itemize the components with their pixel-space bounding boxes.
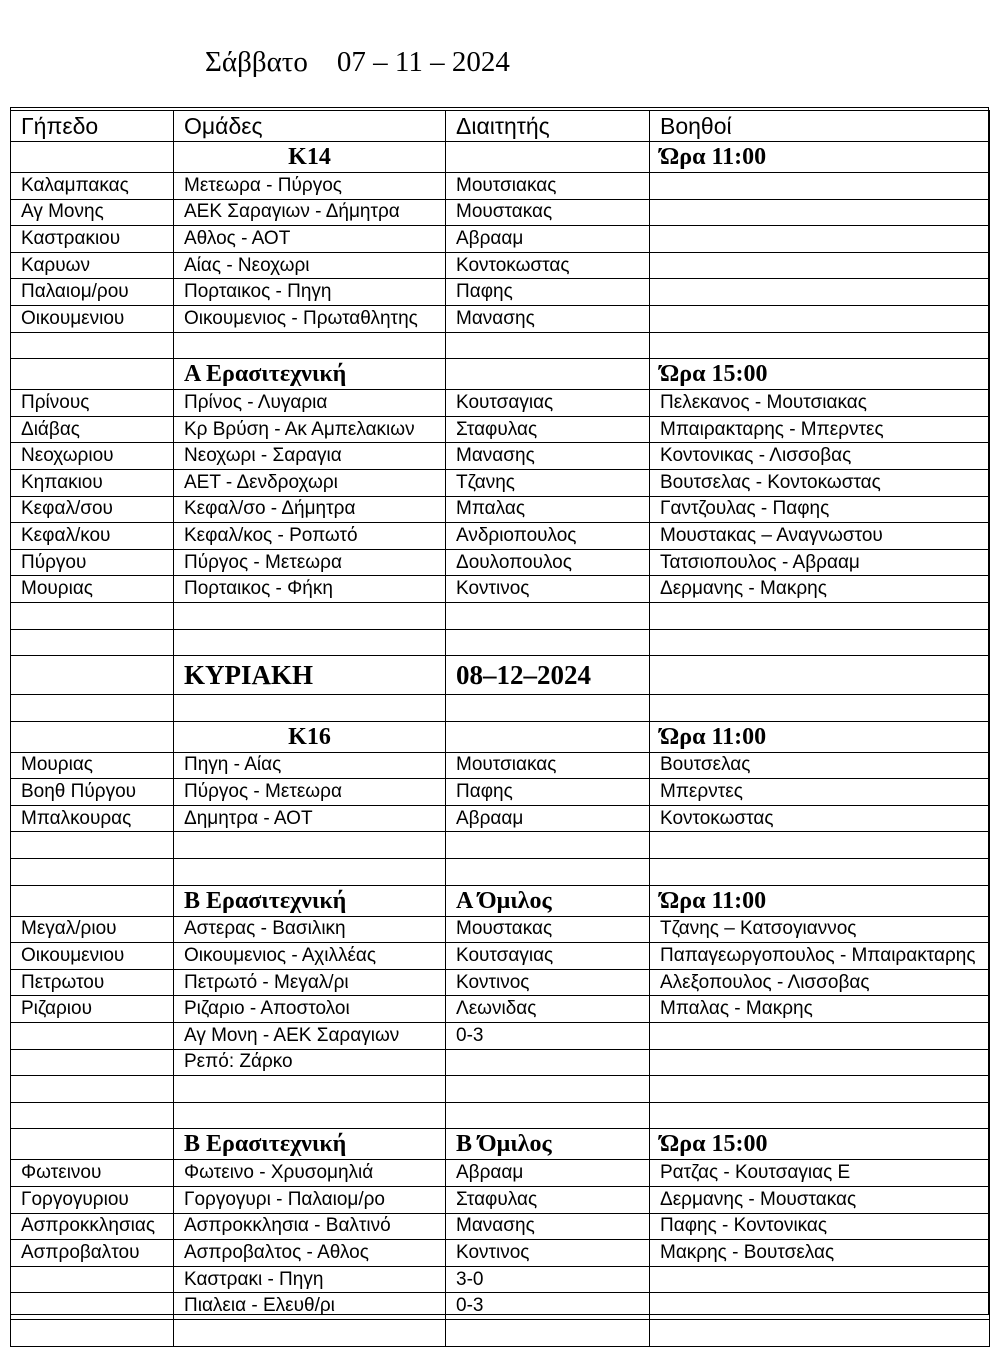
cell-teams: Πορταικος - Πηγη	[174, 279, 446, 306]
cell-assistants	[650, 226, 990, 253]
cell-assistants	[650, 656, 990, 695]
cell-referee: Παφης	[446, 779, 650, 806]
cell-field: Κεφαλ/κου	[11, 523, 174, 550]
cell-field: Πρίνους	[11, 390, 174, 417]
table-row	[11, 252, 990, 279]
table-row	[11, 226, 990, 253]
day-heading-row	[11, 656, 990, 695]
cell-field: Ριζαριου	[11, 996, 174, 1023]
cell-teams: Νεοχωρι - Σαραγια	[174, 443, 446, 470]
table-row	[11, 443, 990, 470]
cell-teams: Ριζαριο - Αποστολοι	[174, 996, 446, 1023]
cell-field	[11, 332, 174, 359]
cell-referee	[446, 1049, 650, 1076]
table-row	[11, 305, 990, 332]
cell-teams: Ασπροκκλησια - Βαλτινό	[174, 1213, 446, 1240]
table-row	[11, 916, 990, 943]
cell-assistants: Βουτσελας - Κοντοκωστας	[650, 469, 990, 496]
cell-referee: Μανασης	[446, 305, 650, 332]
cell-field: Καστρακιου	[11, 226, 174, 253]
cell-referee: Μανασης	[446, 443, 650, 470]
cell-teams: Κρ Βρύση - Ακ Αμπελακιων	[174, 416, 446, 443]
cell-field: Οικουμενιου	[11, 943, 174, 970]
table-row	[11, 779, 990, 806]
cell-assistants	[650, 252, 990, 279]
cell-assistants	[650, 279, 990, 306]
cell-field	[11, 142, 174, 173]
cell-referee: Λεωνιδας	[446, 996, 650, 1023]
cell-teams: Κεφαλ/κος - Ροπωτό	[174, 523, 446, 550]
cell-field	[11, 1049, 174, 1076]
cell-referee: Κουτσαγιας	[446, 390, 650, 417]
section-heading-row	[11, 721, 990, 752]
cell-field: Μουριας	[11, 576, 174, 603]
cell-referee: Δουλοπουλος	[446, 549, 650, 576]
cell-referee	[446, 832, 650, 859]
cell-teams: Πετρωτό - Μεγαλ/ρι	[174, 969, 446, 996]
table-row	[11, 416, 990, 443]
cell-assistants: Τατσιοπουλος - Αβρααμ	[650, 549, 990, 576]
table-row	[11, 629, 990, 656]
cell-assistants: Πελεκανος - Μουτσιακας	[650, 390, 990, 417]
table-row	[11, 859, 990, 886]
cell-referee: Μουτσιακας	[446, 752, 650, 779]
cell-field: Καρυων	[11, 252, 174, 279]
cell-referee: 08–12–2024	[446, 656, 650, 695]
cell-assistants	[650, 1049, 990, 1076]
cell-referee: Μουστακας	[446, 199, 650, 226]
table-row	[11, 576, 990, 603]
cell-assistants: Ώρα 11:00	[650, 142, 990, 173]
cell-field: Γοργογυριου	[11, 1187, 174, 1214]
cell-field	[11, 1076, 174, 1103]
cell-teams	[174, 695, 446, 722]
cell-assistants: Ώρα 15:00	[650, 359, 990, 390]
cell-teams	[174, 332, 446, 359]
cell-teams: Κεφαλ/σο - Δήμητρα	[174, 496, 446, 523]
table-row	[11, 1076, 990, 1103]
table-row	[11, 496, 990, 523]
cell-field	[11, 359, 174, 390]
cell-teams	[174, 832, 446, 859]
cell-assistants: Μακρης - Βουτσελας	[650, 1240, 990, 1267]
cell-field: Παλαιομ/ρου	[11, 279, 174, 306]
section-heading-row	[11, 885, 990, 916]
cell-teams: Πύργος - Μετεωρα	[174, 549, 446, 576]
cell-referee: Μουστακας	[446, 916, 650, 943]
cell-field	[11, 832, 174, 859]
cell-assistants: Γαντζουλας - Παφης	[650, 496, 990, 523]
cell-assistants: Ώρα 11:00	[650, 885, 990, 916]
schedule-table	[10, 110, 990, 1347]
cell-field: Φωτεινου	[11, 1160, 174, 1187]
cell-teams: Καστρακι - Πηγη	[174, 1266, 446, 1293]
table-row	[11, 695, 990, 722]
cell-assistants	[650, 695, 990, 722]
cell-field: Αγ Μονης	[11, 199, 174, 226]
cell-teams: Αγ Μονη - ΑΕΚ Σαραγιων	[174, 1023, 446, 1050]
cell-teams: Πηγη - Αίας	[174, 752, 446, 779]
cell-field	[11, 1293, 174, 1320]
cell-teams: Ρεπό: Ζάρκο	[174, 1049, 446, 1076]
table-row	[11, 1187, 990, 1214]
table-row	[11, 469, 990, 496]
cell-field: Πύργου	[11, 549, 174, 576]
cell-field: Κηπακιου	[11, 469, 174, 496]
cell-teams: Πρίνος - Λυγαρια	[174, 390, 446, 417]
cell-teams	[174, 859, 446, 886]
table-row	[11, 1293, 990, 1320]
header-field: Γήπεδο	[11, 111, 174, 142]
cell-referee	[446, 142, 650, 173]
cell-field: Μεγαλ/ριου	[11, 916, 174, 943]
cell-teams: Πύργος - Μετεωρα	[174, 779, 446, 806]
cell-assistants: Τζανης – Κατσογιαννος	[650, 916, 990, 943]
table-row	[11, 1213, 990, 1240]
cell-referee	[446, 695, 650, 722]
cell-referee	[446, 359, 650, 390]
cell-field	[11, 1266, 174, 1293]
cell-field: Μπαλκουρας	[11, 805, 174, 832]
cell-referee	[446, 859, 650, 886]
cell-field: Διάβας	[11, 416, 174, 443]
section-heading-row	[11, 142, 990, 173]
cell-referee	[446, 332, 650, 359]
cell-assistants	[650, 1076, 990, 1103]
cell-teams: Δημητρα - ΑΟΤ	[174, 805, 446, 832]
cell-referee: Κοντοκωστας	[446, 252, 650, 279]
cell-field	[11, 602, 174, 629]
cell-teams: Κ14	[174, 142, 446, 173]
cell-assistants: Μπαιρακταρης - Μπερντες	[650, 416, 990, 443]
cell-assistants: Ώρα 15:00	[650, 1129, 990, 1160]
cell-teams: Β Ερασιτεχνική	[174, 885, 446, 916]
table-row	[11, 173, 990, 200]
cell-referee	[446, 602, 650, 629]
cell-referee: Παφης	[446, 279, 650, 306]
cell-assistants	[650, 332, 990, 359]
cell-teams	[174, 602, 446, 629]
cell-field	[11, 721, 174, 752]
cell-assistants	[650, 602, 990, 629]
cell-assistants	[650, 1293, 990, 1320]
cell-referee: 3-0	[446, 1266, 650, 1293]
table-row	[11, 390, 990, 417]
cell-field	[11, 859, 174, 886]
cell-assistants	[650, 1266, 990, 1293]
cell-teams	[174, 629, 446, 656]
cell-field	[11, 656, 174, 695]
cell-referee: Μανασης	[446, 1213, 650, 1240]
cell-field	[11, 885, 174, 916]
cell-assistants	[650, 1102, 990, 1129]
table-row	[11, 332, 990, 359]
cell-referee: Σταφυλας	[446, 416, 650, 443]
table-row	[11, 1102, 990, 1129]
table-row	[11, 549, 990, 576]
cell-field: Οικουμενιου	[11, 305, 174, 332]
table-row	[11, 943, 990, 970]
cell-teams: Οικουμενιος - Αχιλλέας	[174, 943, 446, 970]
cell-teams: ΚΥΡΙΑΚΗ	[174, 656, 446, 695]
cell-referee: Μπαλας	[446, 496, 650, 523]
cell-teams: Πορταικος - Φήκη	[174, 576, 446, 603]
cell-assistants	[650, 859, 990, 886]
cell-referee: Κοντινος	[446, 1240, 650, 1267]
cell-teams: Γοργογυρι - Παλαιομ/ρο	[174, 1187, 446, 1214]
cell-teams	[174, 1076, 446, 1103]
cell-teams: Β Ερασιτεχνική	[174, 1129, 446, 1160]
table-row	[11, 996, 990, 1023]
table-row	[11, 969, 990, 996]
cell-referee: Σταφυλας	[446, 1187, 650, 1214]
table-row	[11, 1049, 990, 1076]
cell-assistants: Ρατζας - Κουτσαγιας Ε	[650, 1160, 990, 1187]
cell-referee: Αβρααμ	[446, 1160, 650, 1187]
section-heading-row	[11, 1129, 990, 1160]
cell-assistants: Δερμανης - Μουστακας	[650, 1187, 990, 1214]
cell-assistants	[650, 173, 990, 200]
cell-teams: Α Ερασιτεχνική	[174, 359, 446, 390]
cell-field	[11, 1129, 174, 1160]
cell-teams: Αθλος - ΑΟΤ	[174, 226, 446, 253]
cell-assistants: Δερμανης - Μακρης	[650, 576, 990, 603]
table-row	[11, 1240, 990, 1267]
cell-teams: Κ16	[174, 721, 446, 752]
section-heading-row	[11, 359, 990, 390]
header-referee: Διαιτητής	[446, 111, 650, 142]
cell-referee: 0-3	[446, 1293, 650, 1320]
table-row	[11, 279, 990, 306]
cell-teams: Οικουμενιος - Πρωταθλητης	[174, 305, 446, 332]
page-title: Σάββατο 07 – 11 – 2024	[205, 46, 510, 78]
cell-referee: Α Όμιλος	[446, 885, 650, 916]
cell-assistants: Μπαλας - Μακρης	[650, 996, 990, 1023]
cell-assistants	[650, 1023, 990, 1050]
cell-referee: Αβρααμ	[446, 226, 650, 253]
cell-referee: Ανδριοπουλος	[446, 523, 650, 550]
cell-teams: Αστερας - Βασιλικη	[174, 916, 446, 943]
table-row	[11, 602, 990, 629]
cell-teams: Ασπροβαλτος - Αθλος	[174, 1240, 446, 1267]
header-row	[11, 111, 990, 142]
table-row	[11, 805, 990, 832]
cell-assistants	[650, 305, 990, 332]
cell-field: Ασπροκκλησιας	[11, 1213, 174, 1240]
cell-field	[11, 1023, 174, 1050]
cell-assistants: Αλεξοπουλος - Λισσοβας	[650, 969, 990, 996]
cell-referee: Κοντινος	[446, 576, 650, 603]
cell-teams: Φωτεινο - Χρυσομηλιά	[174, 1160, 446, 1187]
cell-assistants: Κοντοκωστας	[650, 805, 990, 832]
cell-teams	[174, 1102, 446, 1129]
cell-assistants: Μπερντες	[650, 779, 990, 806]
table-row	[11, 832, 990, 859]
cell-referee: 0-3	[446, 1023, 650, 1050]
table-row	[11, 1160, 990, 1187]
table-row	[11, 523, 990, 550]
schedule-body	[11, 111, 990, 1347]
cell-assistants: Κοντονικας - Λισσοβας	[650, 443, 990, 470]
cell-teams: Αίας - Νεοχωρι	[174, 252, 446, 279]
cell-assistants: Παπαγεωργοπουλος - Μπαιρακταρης	[650, 943, 990, 970]
table-row	[11, 752, 990, 779]
cell-assistants	[650, 629, 990, 656]
cell-teams: Μετεωρα - Πύργος	[174, 173, 446, 200]
cell-field	[11, 695, 174, 722]
cell-referee: Αβρααμ	[446, 805, 650, 832]
cell-field: Πετρωτου	[11, 969, 174, 996]
cell-field	[11, 1102, 174, 1129]
cell-teams: ΑΕΚ Σαραγιων - Δήμητρα	[174, 199, 446, 226]
header-teams: Ομάδες	[174, 111, 446, 142]
cell-field: Ασπροβαλτου	[11, 1240, 174, 1267]
header-assistants: Βοηθοί	[650, 111, 990, 142]
cell-field: Νεοχωριου	[11, 443, 174, 470]
cell-referee: Β Όμιλος	[446, 1129, 650, 1160]
cell-referee	[446, 1076, 650, 1103]
cell-field: Κεφαλ/σου	[11, 496, 174, 523]
cell-teams: Πιαλεια - Ελευθ/ρι	[174, 1293, 446, 1320]
cell-referee	[446, 1102, 650, 1129]
cell-referee: Μουτσιακας	[446, 173, 650, 200]
cell-teams: ΑΕΤ - Δενδροχωρι	[174, 469, 446, 496]
table-row	[11, 199, 990, 226]
cell-referee: Τζανης	[446, 469, 650, 496]
table-row	[11, 1023, 990, 1050]
cell-referee	[446, 721, 650, 752]
cell-field: Βοηθ Πύργου	[11, 779, 174, 806]
cell-referee: Κοντινος	[446, 969, 650, 996]
cell-assistants: Μουστακας – Αναγνωστου	[650, 523, 990, 550]
cell-field: Καλαμπακας	[11, 173, 174, 200]
cell-assistants	[650, 832, 990, 859]
cell-assistants	[650, 199, 990, 226]
cell-referee: Κουτσαγιας	[446, 943, 650, 970]
cell-field: Μουριας	[11, 752, 174, 779]
cell-referee	[446, 629, 650, 656]
cell-assistants: Βουτσελας	[650, 752, 990, 779]
cell-assistants: Ώρα 11:00	[650, 721, 990, 752]
cell-field	[11, 629, 174, 656]
table-row	[11, 1266, 990, 1293]
cell-assistants: Παφης - Κοντονικας	[650, 1213, 990, 1240]
